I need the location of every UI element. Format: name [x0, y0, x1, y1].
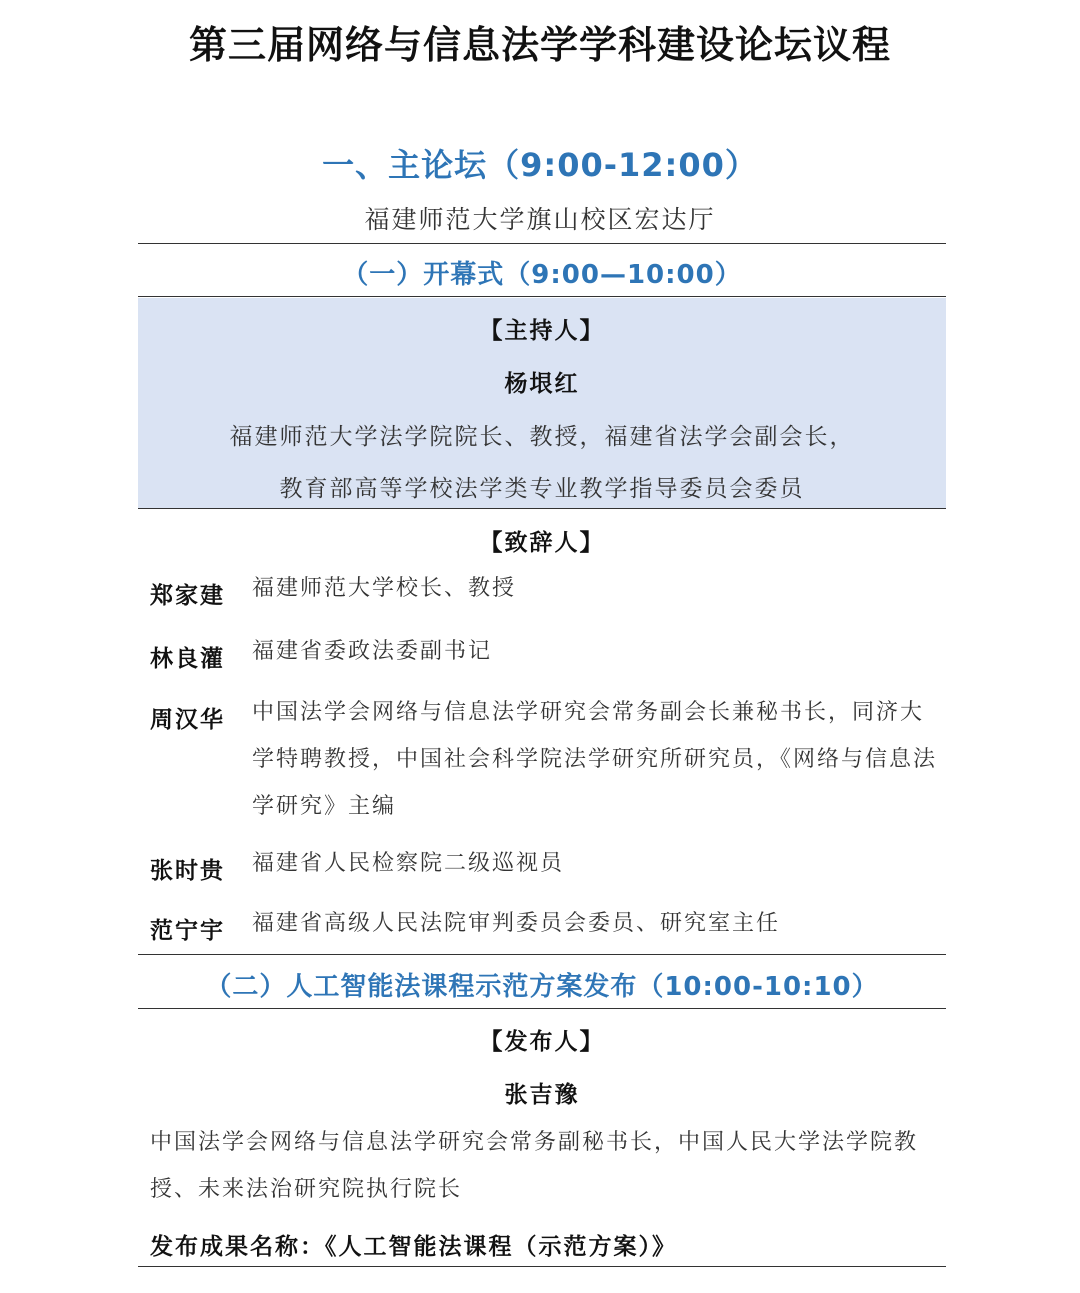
speaker-name: 周汉华 — [150, 706, 225, 733]
divider-opening — [138, 296, 946, 297]
main-forum-heading: 一、主论坛（9:00-12:00） — [322, 146, 758, 184]
publisher-title: 中国法学会网络与信息法学研究会常务副秘书长，中国人民大学法学院教授、未来法治研究院执行院长 — [150, 1130, 919, 1202]
speaker-title: 中国法学会网络与信息法学研究会常务副会长兼秘书长，同济大学特聘教授，中国社会科学院法学研究所研究员，《网络与信息法学研究》主编 — [252, 700, 938, 819]
speaker-title: 福建师范大学校长、教授 — [252, 576, 517, 601]
speaker-title: 福建省人民检察院二级巡视员 — [252, 851, 565, 876]
release-heading: （二）人工智能法课程示范方案发布（10:00-10:10） — [205, 972, 879, 1002]
divider-speakers — [138, 954, 946, 955]
host-name: 杨垠红 — [504, 370, 580, 397]
publisher-name: 张吉豫 — [504, 1081, 580, 1108]
speaker-name: 林良灌 — [150, 645, 225, 672]
divider-bottom — [138, 1266, 946, 1267]
host-label: 【主持人】 — [479, 317, 605, 344]
divider-top — [138, 243, 946, 244]
speaker-name: 范宁宇 — [150, 917, 225, 944]
speaker-name: 郑家建 — [150, 582, 225, 609]
host-title-line2: 教育部高等学校法学类专业教学指导委员会委员 — [279, 476, 805, 502]
divider-release — [138, 1008, 946, 1009]
speaker-title: 福建省高级人民法院审判委员会委员、研究室主任 — [252, 911, 781, 936]
speaker-title: 福建省委政法委副书记 — [252, 639, 493, 664]
opening-heading: （一）开幕式（9:00—10:00） — [342, 260, 742, 290]
publisher-label: 【发布人】 — [479, 1028, 605, 1055]
divider-host — [138, 508, 946, 509]
speakers-label: 【致辞人】 — [479, 529, 605, 556]
main-forum-venue: 福建师范大学旗山校区宏达厅 — [364, 205, 716, 234]
speaker-name: 张时贵 — [150, 857, 225, 884]
host-title-line1: 福建师范大学法学院院长、教授，福建省法学会副会长， — [229, 424, 855, 450]
release-result: 发布成果名称：《人工智能法课程（示范方案）》 — [150, 1233, 677, 1260]
agenda-title: 第三届网络与信息法学学科建设论坛议程 — [188, 23, 891, 67]
